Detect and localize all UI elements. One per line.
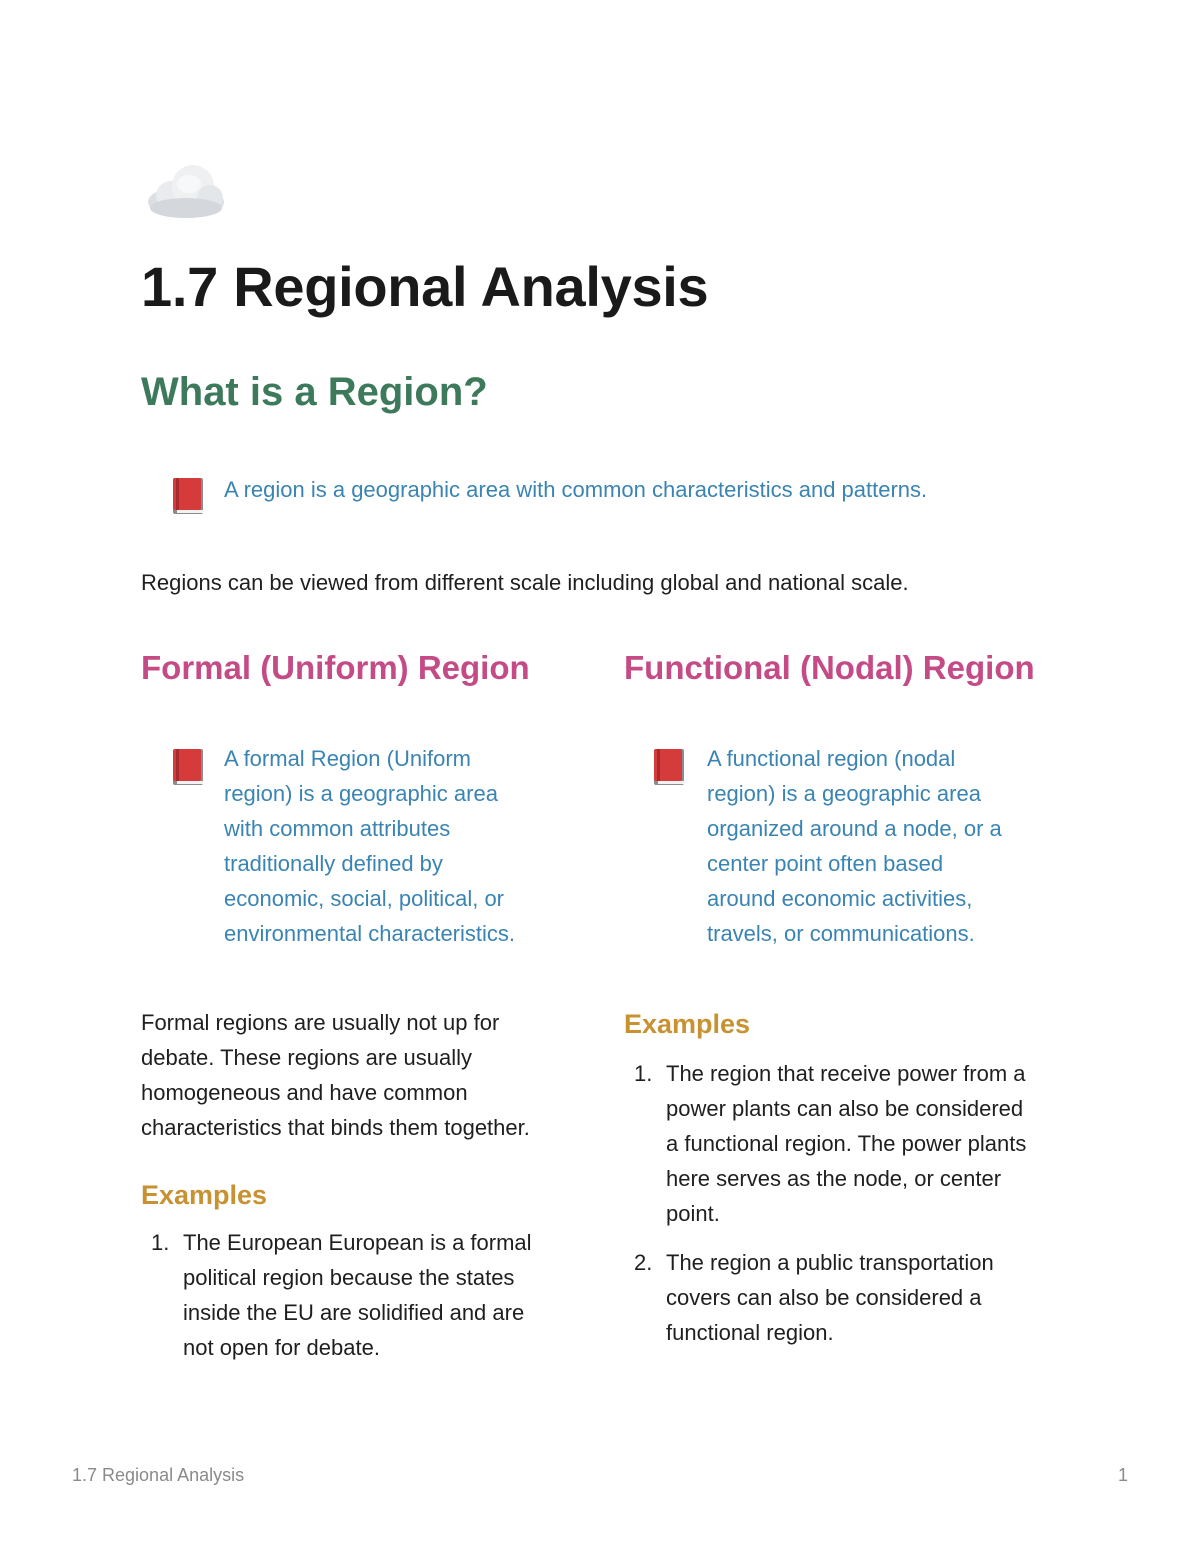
list-line: The region that receive power from a	[666, 1061, 1026, 1086]
list-line: The European European is a formal	[183, 1230, 532, 1255]
scale-paragraph: Regions can be viewed from different scale including global and national scale.	[141, 570, 909, 595]
list-line: not open for debate.	[183, 1335, 380, 1360]
callout-line: A formal Region (Uniform	[224, 746, 471, 771]
list-item	[624, 1056, 1074, 1231]
callout-line: region) is a geographic area	[707, 781, 981, 806]
red-book-icon	[652, 747, 686, 787]
callout-line: traditionally defined by	[224, 851, 443, 876]
callout-line: environmental characteristics.	[224, 921, 516, 946]
functional-examples-list	[624, 1056, 1074, 1364]
callout-line: region) is a geographic area	[224, 781, 498, 806]
page-number: 1	[1118, 1465, 1129, 1485]
formal-region-heading: Formal (Uniform) Region	[141, 649, 530, 686]
list-item	[141, 1225, 571, 1365]
red-book-icon	[171, 476, 205, 516]
list-line: a functional region. The power plants	[666, 1131, 1027, 1156]
callout-line: travels, or communications.	[707, 921, 975, 946]
callout-line: center point often based	[707, 851, 944, 876]
cloud-icon	[143, 160, 229, 222]
what-is-region-heading: What is a Region?	[141, 370, 488, 414]
callout-line: economic, social, political, or	[224, 886, 505, 911]
callout-line: around economic activities,	[707, 886, 973, 911]
functional-region-callout	[707, 741, 1027, 951]
list-line: inside the EU are solidified and are	[183, 1300, 525, 1325]
list-line: functional region.	[666, 1320, 834, 1345]
list-number: 2.	[634, 1250, 653, 1275]
formal-region-callout	[224, 741, 544, 951]
region-definition-callout: A region is a geographic area with common characteristics and patterns.	[224, 477, 928, 502]
callout-line: with common attributes	[224, 816, 451, 841]
functional-region-heading: Functional (Nodal) Region	[624, 649, 1035, 686]
page-title: 1.7 Regional Analysis	[141, 255, 709, 318]
callout-line: organized around a node, or a	[707, 816, 1002, 841]
list-line: point.	[666, 1201, 720, 1226]
list-line: here serves as the node, or center	[666, 1166, 1002, 1191]
formal-examples-list	[141, 1225, 571, 1379]
formal-examples-heading: Examples	[141, 1180, 268, 1210]
paragraph-line: debate. These regions are usually	[141, 1045, 473, 1070]
red-book-icon	[171, 747, 205, 787]
list-line: covers can also be considered a	[666, 1285, 982, 1310]
list-line: political region because the states	[183, 1265, 515, 1290]
formal-paragraph	[141, 1005, 571, 1145]
paragraph-line: homogeneous and have common	[141, 1080, 468, 1105]
list-line: power plants can also be considered	[666, 1096, 1024, 1121]
paragraph-line: Formal regions are usually not up for	[141, 1010, 500, 1035]
footer-title: 1.7 Regional Analysis	[72, 1465, 245, 1485]
callout-line: A functional region (nodal	[707, 746, 956, 771]
list-line: The region a public transportation	[666, 1250, 994, 1275]
list-number: 1.	[151, 1230, 170, 1255]
paragraph-line: characteristics that binds them together.	[141, 1115, 530, 1140]
list-number: 1.	[634, 1061, 653, 1086]
functional-examples-heading: Examples	[624, 1009, 751, 1039]
list-item	[624, 1245, 1074, 1350]
